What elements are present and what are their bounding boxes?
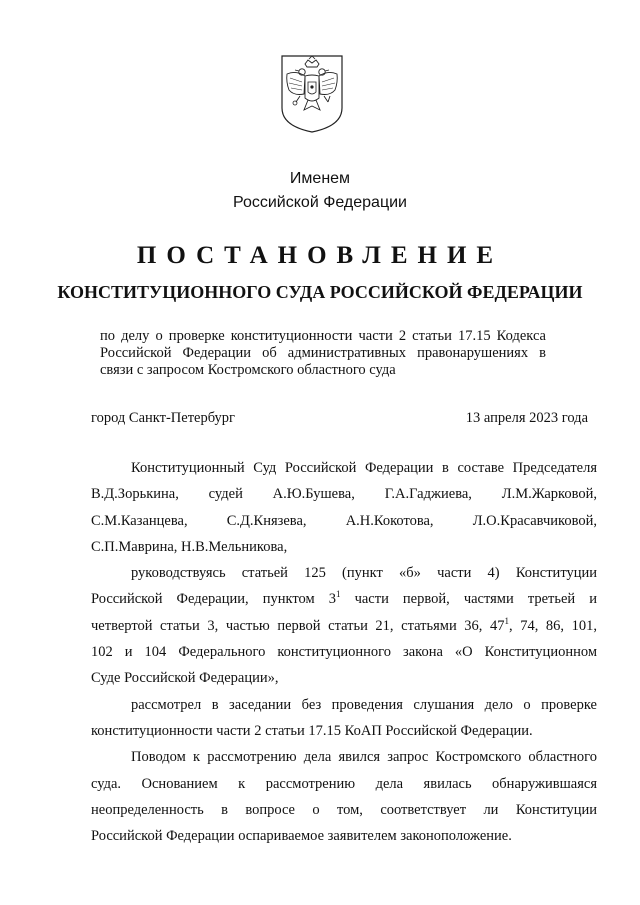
document-title: ПОСТАНОВЛЕНИЕ: [136, 242, 504, 269]
superscript: 1: [335, 589, 341, 600]
body-line: Конституционный Суд Российской Федерации в составе Председателя: [131, 460, 597, 476]
body-line: Поводом к рассмотрению дела явился запрос Костромского областного: [131, 749, 597, 766]
judge-name: судей: [208, 486, 243, 503]
subject-line: по делу о проверке конституционности части 2 статьи 17.15 Кодекса: [100, 328, 546, 344]
body-text: Российской Федерации, пунктом 3: [91, 591, 336, 608]
body-line: [91, 586, 597, 612]
coat-of-arms-icon: [278, 52, 346, 134]
superscript: 1: [504, 615, 509, 626]
case-subject: [100, 328, 546, 379]
subject-line: Российской Федерации об административных правонарушениях в: [100, 345, 546, 361]
header-line-1: Именем: [289, 170, 351, 187]
body-text: четвертой статьи 3, частью первой статьи 21, статьями 36, 47: [91, 617, 505, 634]
subject-line: связи с запросом Костромского областного суда: [100, 362, 396, 378]
judge-name: В.Д.Зорькина,: [91, 486, 179, 503]
judges-line-2: [91, 508, 597, 534]
judge-name: А.Ю.Бушева,: [272, 486, 355, 503]
body-line: суда. Основанием к рассмотрению дела явилась обнаружившаяся: [91, 775, 597, 792]
document-subtitle: КОНСТИТУЦИОННОГО СУДА РОССИЙСКОЙ ФЕДЕРАЦИИ: [57, 282, 583, 302]
judge-name: Г.А.Гаджиева,: [384, 486, 472, 503]
judge-name: А.Н.Кокотова,: [345, 512, 434, 529]
body-line: руководствуясь статьей 125 (пункт «б» части 4) Конституции: [131, 565, 597, 582]
body-line: [91, 613, 597, 639]
judge-name: Л.О.Красавчиковой,: [472, 512, 597, 529]
body-text: , 74, 86, 101,: [509, 617, 597, 634]
body-line: Российской Федерации оспариваемое заявителем законоположение.: [91, 828, 512, 845]
place: город Санкт-Петербург: [91, 410, 236, 426]
body-line: С.П.Маврина, Н.В.Мельникова,: [91, 538, 288, 555]
judges-line-1: [91, 481, 597, 507]
document-body: [91, 455, 597, 849]
date: 13 апреля 2023 года: [465, 410, 588, 426]
body-text: части первой, частями третьей и: [340, 591, 598, 608]
body-line: Суде Российской Федерации»,: [91, 670, 279, 687]
judge-name: Л.М.Жарковой,: [501, 486, 597, 503]
header-line-2: Российской Федерации: [233, 194, 407, 211]
body-line: конституционности части 2 статьи 17.15 КоАП Российской Федерации.: [91, 722, 533, 739]
body-line: рассмотрел в заседании без проведения слушания дело о проверке: [131, 696, 597, 713]
body-line: 102 и 104 Федерального конституционного закона «О Конституционном: [91, 644, 597, 661]
body-line: неопределенность в вопросе о том, соответствует ли Конституции: [91, 801, 597, 818]
judge-name: С.М.Казанцева,: [91, 512, 188, 529]
judge-name: С.Д.Князева,: [226, 512, 307, 529]
